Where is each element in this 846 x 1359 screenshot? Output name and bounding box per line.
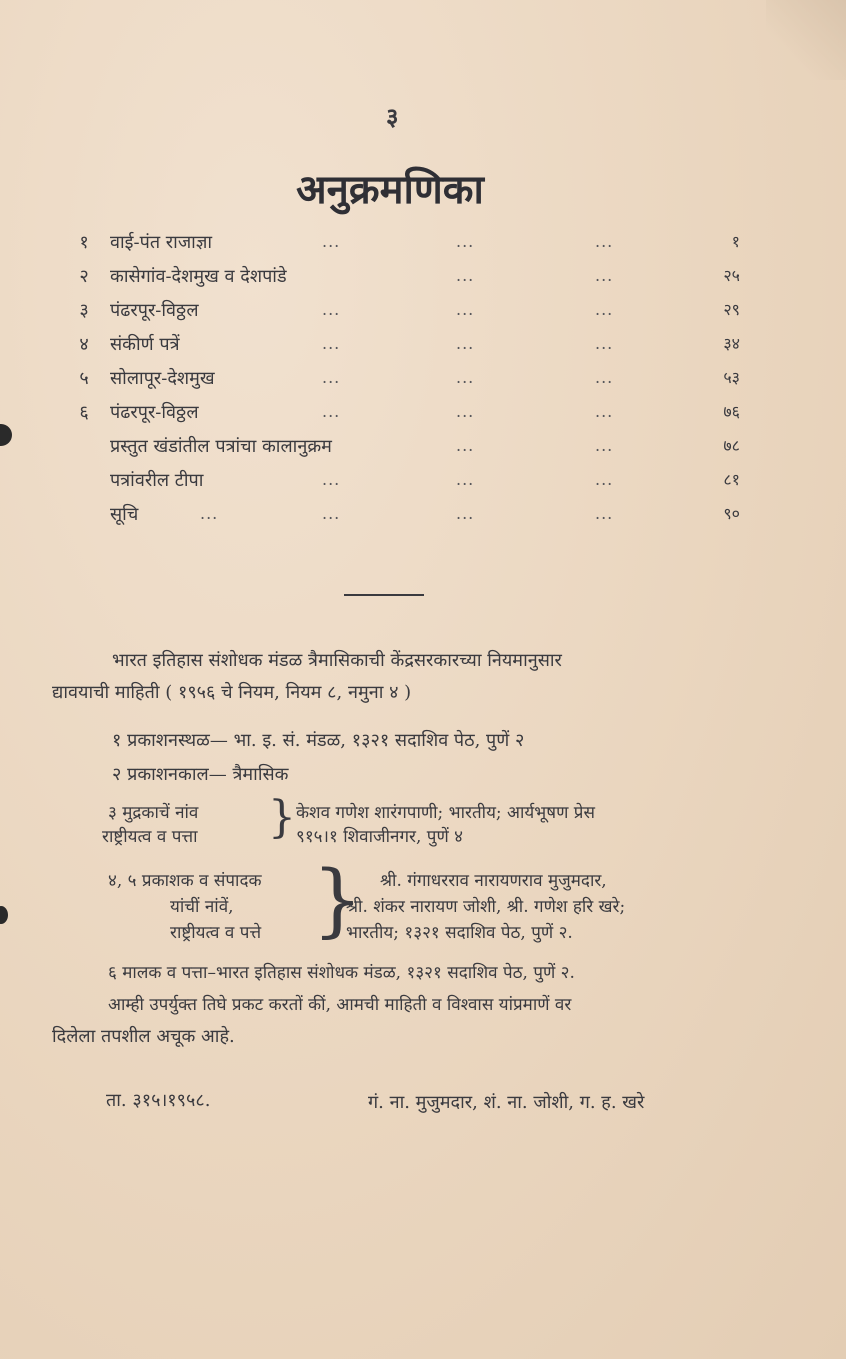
toc-row-leader: ... <box>595 232 614 251</box>
brace-symbol: } <box>312 853 363 946</box>
page-number: ३ <box>386 102 399 131</box>
toc-row-title: वाई-पंत राजाज्ञा <box>110 232 213 253</box>
binding-hole <box>0 424 12 446</box>
toc-row-leader: ... <box>456 300 475 319</box>
notice-item-2: २ प्रकाशनकाल— त्रैमासिक <box>112 764 289 785</box>
toc-row-number: ६ <box>79 402 89 423</box>
toc-row-number: ४ <box>79 334 89 355</box>
page-title: अनुक्रमणिका <box>296 166 484 213</box>
item45-label-3: राष्ट्रीयत्व व पत्ते <box>170 923 262 943</box>
toc-row-title: पत्रांवरील टीपा <box>110 470 204 491</box>
item3-value-2: ९१५।१ शिवाजीनगर, पुणें ४ <box>296 827 463 847</box>
toc-row-leader: ... <box>456 266 475 285</box>
toc-row <box>60 434 750 464</box>
item3-label-2: राष्ट्रीयत्व व पत्ता <box>102 827 198 847</box>
toc-row-page: ७८ <box>723 436 740 455</box>
toc-row-page: ५३ <box>723 368 740 387</box>
toc-row <box>60 366 750 396</box>
declaration-line1: आम्ही उपर्युक्त तिघे प्रकट करतों कीं, आमची माहिती व विश्वास यांप्रमाणें वर <box>108 995 572 1015</box>
toc-row <box>60 298 750 328</box>
toc-row-leader: ... <box>595 266 614 285</box>
toc-row-title: पंढरपूर-विठ्ठल <box>110 300 199 321</box>
toc-row-page: २९ <box>723 300 740 319</box>
toc-row-leader: ... <box>322 334 341 353</box>
item3-label-1: ३ मुद्रकाचें नांव <box>108 803 199 823</box>
toc-row-leader: ... <box>456 470 475 489</box>
brace-symbol: } <box>268 792 296 843</box>
toc-row-leader: ... <box>595 470 614 489</box>
toc-row <box>60 332 750 362</box>
toc-row-title: सूचि <box>110 504 139 525</box>
signatories: गं. ना. मुजुमदार, शं. ना. जोशी, ग. ह. खरे <box>368 1092 645 1113</box>
item3-value-1: केशव गणेश शारंगपाणी; भारतीय; आर्यभूषण प्रेस <box>296 803 595 823</box>
toc-row-page: ७६ <box>723 402 740 421</box>
declaration-line2: दिलेला तपशील अचूक आहे. <box>52 1026 235 1047</box>
toc-row-leader: ... <box>322 504 341 523</box>
toc-row-page: २५ <box>723 266 740 285</box>
toc-row-leader: ... <box>322 368 341 387</box>
toc-row-leader: ... <box>595 504 614 523</box>
toc-row <box>60 400 750 430</box>
toc-row <box>60 468 750 498</box>
notice-date: ता. ३१५।१९५८. <box>106 1090 211 1111</box>
toc-row-leader: ... <box>322 232 341 251</box>
toc-row-number: १ <box>79 232 89 253</box>
toc-row-page: ९० <box>723 504 740 523</box>
binding-hole <box>0 906 8 924</box>
toc-row-leader: ... <box>322 402 341 421</box>
page-corner-shadow <box>766 0 846 80</box>
toc-row <box>60 502 750 532</box>
toc-row-leader: ... <box>595 300 614 319</box>
notice-item-1: १ प्रकाशनस्थळ— भा. इ. सं. मंडळ, १३२१ सदाशिव पेठ, पुणें २ <box>112 730 525 751</box>
toc-row-title: प्रस्तुत खंडांतील पत्रांचा कालानुक्रम <box>110 436 332 457</box>
toc-row-page: १ <box>731 232 740 251</box>
toc-row-leader: ... <box>595 402 614 421</box>
toc-row-leader: ... <box>322 470 341 489</box>
toc-row-leader: ... <box>456 232 475 251</box>
toc-row-leader: ... <box>456 368 475 387</box>
toc-row-title: पंढरपूर-विठ्ठल <box>110 402 199 423</box>
toc-row-leader: ... <box>456 436 475 455</box>
toc-row-leader: ... <box>595 368 614 387</box>
toc-row-leader: ... <box>456 334 475 353</box>
item45-label-1: ४, ५ प्रकाशक व संपादक <box>108 871 262 891</box>
toc-row <box>60 230 750 260</box>
toc-row-leader: ... <box>322 300 341 319</box>
toc-row-leader: ... <box>595 334 614 353</box>
item45-value-2: श्री. शंकर नारायण जोशी, श्री. गणेश हरि खरे; <box>346 897 626 917</box>
toc-row-number: ३ <box>79 300 89 321</box>
item45-value-1: श्री. गंगाधरराव नारायणराव मुजुमदार, <box>380 871 607 891</box>
toc-row-number: २ <box>79 266 89 287</box>
toc-row-leader: ... <box>595 436 614 455</box>
item45-value-3: भारतीय; १३२१ सदाशिव पेठ, पुणें २. <box>346 923 573 943</box>
toc-row-leader: ... <box>456 504 475 523</box>
toc-row-title: कासेगांव-देशमुख व देशपांडे <box>110 266 287 287</box>
toc-row <box>60 264 750 294</box>
section-divider <box>344 594 424 596</box>
item45-label-2: यांचीं नांवें, <box>170 897 234 917</box>
notice-intro-line2: द्यावयाची माहिती ( १९५६ चे नियम, नियम ८, नमुना ४ ) <box>52 682 412 703</box>
notice-intro-line1: भारत इतिहास संशोधक मंडळ त्रैमासिकाची केंद्रसरकारच्या नियमानुसार <box>112 650 562 671</box>
notice-item-6: ६ मालक व पत्ता–भारत इतिहास संशोधक मंडळ, १३२१ सदाशिव पेठ, पुणें २. <box>108 963 575 983</box>
toc-row-page: ३४ <box>723 334 740 353</box>
toc-row-leader: ... <box>456 402 475 421</box>
toc-row-title: संकीर्ण पत्रें <box>110 334 180 355</box>
toc-row-leader: ... <box>200 504 219 523</box>
toc-row-page: ८१ <box>723 470 740 489</box>
toc-row-number: ५ <box>79 368 89 389</box>
toc-row-title: सोलापूर-देशमुख <box>110 368 215 389</box>
